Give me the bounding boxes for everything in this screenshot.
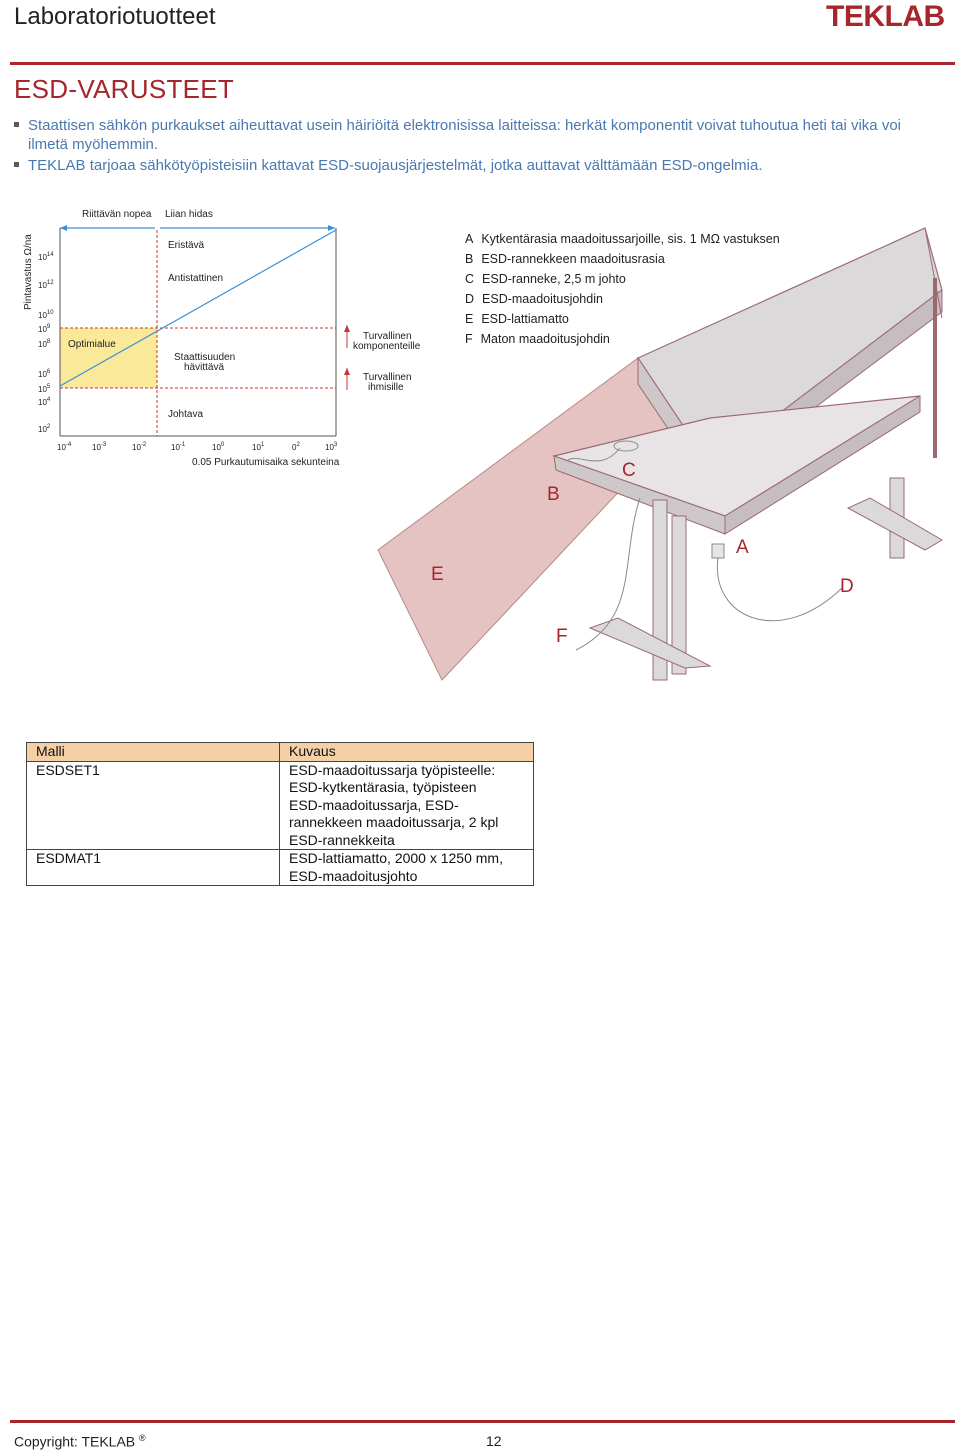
callout-a: A xyxy=(736,537,749,558)
bullet-square-icon xyxy=(14,162,19,167)
section-title: ESD-VARUSTEET xyxy=(14,74,235,104)
description-line: ESD-maadoitusjohto xyxy=(289,867,418,884)
header-divider xyxy=(10,62,955,65)
label-safe-humans-1: Turvallinen xyxy=(363,372,412,383)
description-line: ESD-maadoitussarja, ESD- xyxy=(289,796,459,813)
callout-e: E xyxy=(431,564,444,585)
description-line: ESD-kytkentärasia, työpisteen xyxy=(289,779,477,795)
x-tick: $0^2$ xyxy=(292,442,300,452)
page-number: 12 xyxy=(486,1433,502,1449)
label-fast-enough: Riittävän nopea xyxy=(82,209,152,220)
intro-bullet-list xyxy=(12,116,942,177)
legend-item: E ESD-lattiamatto xyxy=(465,312,569,326)
arrow-right-icon xyxy=(328,225,335,231)
x-tick: $10^1$ xyxy=(252,442,265,452)
product-table xyxy=(26,742,534,886)
document-header-title: Laboratoriotuotteet xyxy=(14,3,216,30)
label-optimal: Optimialue xyxy=(68,339,116,350)
label-insulating: Eristävä xyxy=(168,240,205,251)
y-tick: $10^{10}$ xyxy=(38,310,54,320)
registered-mark: ® xyxy=(139,1433,146,1443)
y-tick: $10^9$ xyxy=(38,324,51,334)
description-cell xyxy=(280,761,534,850)
y-tick-labels xyxy=(38,252,54,434)
y-tick: $10^8$ xyxy=(38,339,51,349)
description-line: ESD-maadoitussarja työpisteelle: xyxy=(289,761,496,778)
bullet-item xyxy=(12,116,942,154)
legend-item: B ESD-rannekkeen maadoitusrasia xyxy=(465,252,665,266)
bullet-text: Staattisen sähkön purkaukset aiheuttavat usein häiriöitä elektronisissa laitteissa: herkät komponentit voivat tuhoutua heti tai vika voi ilmetä myöhemmin. xyxy=(28,117,901,153)
column-header-model: Malli xyxy=(27,743,280,762)
x-axis-label: 0.05 Purkautumisaika sekunteina xyxy=(192,457,340,468)
teklab-logo xyxy=(826,0,956,30)
description-line: ESD-rannekkeita xyxy=(289,831,395,848)
y-tick: $10^{12}$ xyxy=(38,280,54,290)
legend-item: C ESD-ranneke, 2,5 m johto xyxy=(465,272,626,286)
y-tick: $10^5$ xyxy=(38,384,51,394)
ground-lead xyxy=(717,558,842,621)
arrow-up-icon xyxy=(344,368,350,375)
label-dissipative-2: hävittävä xyxy=(184,362,225,373)
legend-item: D ESD-maadoitusjohdin xyxy=(465,292,603,306)
bench-foot-left xyxy=(590,618,710,668)
table-header-row xyxy=(27,743,534,762)
arrow-up-icon xyxy=(344,325,350,332)
y-tick: $10^4$ xyxy=(38,397,51,407)
connection-box-icon xyxy=(712,544,724,558)
x-tick-labels xyxy=(57,442,338,452)
x-tick: $10^{-1}$ xyxy=(171,442,186,452)
callout-b: B xyxy=(547,484,560,505)
table-row xyxy=(27,761,534,850)
column-header-description: Kuvaus xyxy=(280,743,534,762)
label-too-slow: Liian hidas xyxy=(165,209,213,220)
callout-d: D xyxy=(840,576,854,597)
arrow-left-icon xyxy=(60,225,67,231)
x-tick: $10^{-4}$ xyxy=(57,442,72,452)
label-dissipative-1: Staattisuuden xyxy=(174,352,236,363)
workbench-illustration xyxy=(378,228,942,680)
x-tick: $10^{-3}$ xyxy=(92,442,107,452)
model-cell: ESDMAT1 xyxy=(27,850,280,886)
y-axis-label: Pintavastus Ω/na xyxy=(23,234,34,310)
bullet-text: TEKLAB tarjoaa sähkötyöpisteisiin kattavat ESD-suojausjärjestelmät, jotka auttavat välttämään ESD-ongelmia. xyxy=(28,157,763,174)
y-tick: $10^{14}$ xyxy=(38,252,54,262)
resistance-chart xyxy=(23,209,421,468)
footer-divider xyxy=(10,1420,955,1423)
y-tick: $10^2$ xyxy=(38,424,51,434)
description-cell xyxy=(280,850,534,886)
legend-item: F Maton maadoitusjohdin xyxy=(465,332,610,346)
label-safe-humans-2: ihmisille xyxy=(368,382,404,393)
y-tick: $10^6$ xyxy=(38,369,51,379)
label-safe-components-1: Turvallinen xyxy=(363,331,412,342)
bullet-item xyxy=(12,156,942,175)
footer-copyright: Copyright: TEKLAB ® xyxy=(14,1433,146,1450)
model-cell: ESDSET1 xyxy=(27,761,280,850)
esd-figure xyxy=(20,198,960,698)
wrist-strap-reel xyxy=(614,441,638,451)
description-line: ESD-lattiamatto, 2000 x 1250 mm, xyxy=(289,850,503,866)
table-row xyxy=(27,850,534,886)
callout-c: C xyxy=(622,460,636,481)
label-conductive: Johtava xyxy=(168,409,204,420)
label-safe-components-2: komponenteille xyxy=(353,341,421,352)
description-line: rannekkeen maadoitussarja, 2 kpl xyxy=(289,814,499,830)
x-tick: $10^3$ xyxy=(325,442,338,452)
logo-text: TEKLAB xyxy=(826,0,945,30)
x-tick: $10^{-2}$ xyxy=(132,442,147,452)
legend-item: A Kytkentärasia maadoitussarjoille, sis. 1 MΩ vastuksen xyxy=(465,232,780,246)
label-antistatic: Antistattinen xyxy=(168,273,224,284)
bullet-square-icon xyxy=(14,122,19,127)
callout-f: F xyxy=(556,626,568,647)
x-tick: $10^0$ xyxy=(212,442,225,452)
